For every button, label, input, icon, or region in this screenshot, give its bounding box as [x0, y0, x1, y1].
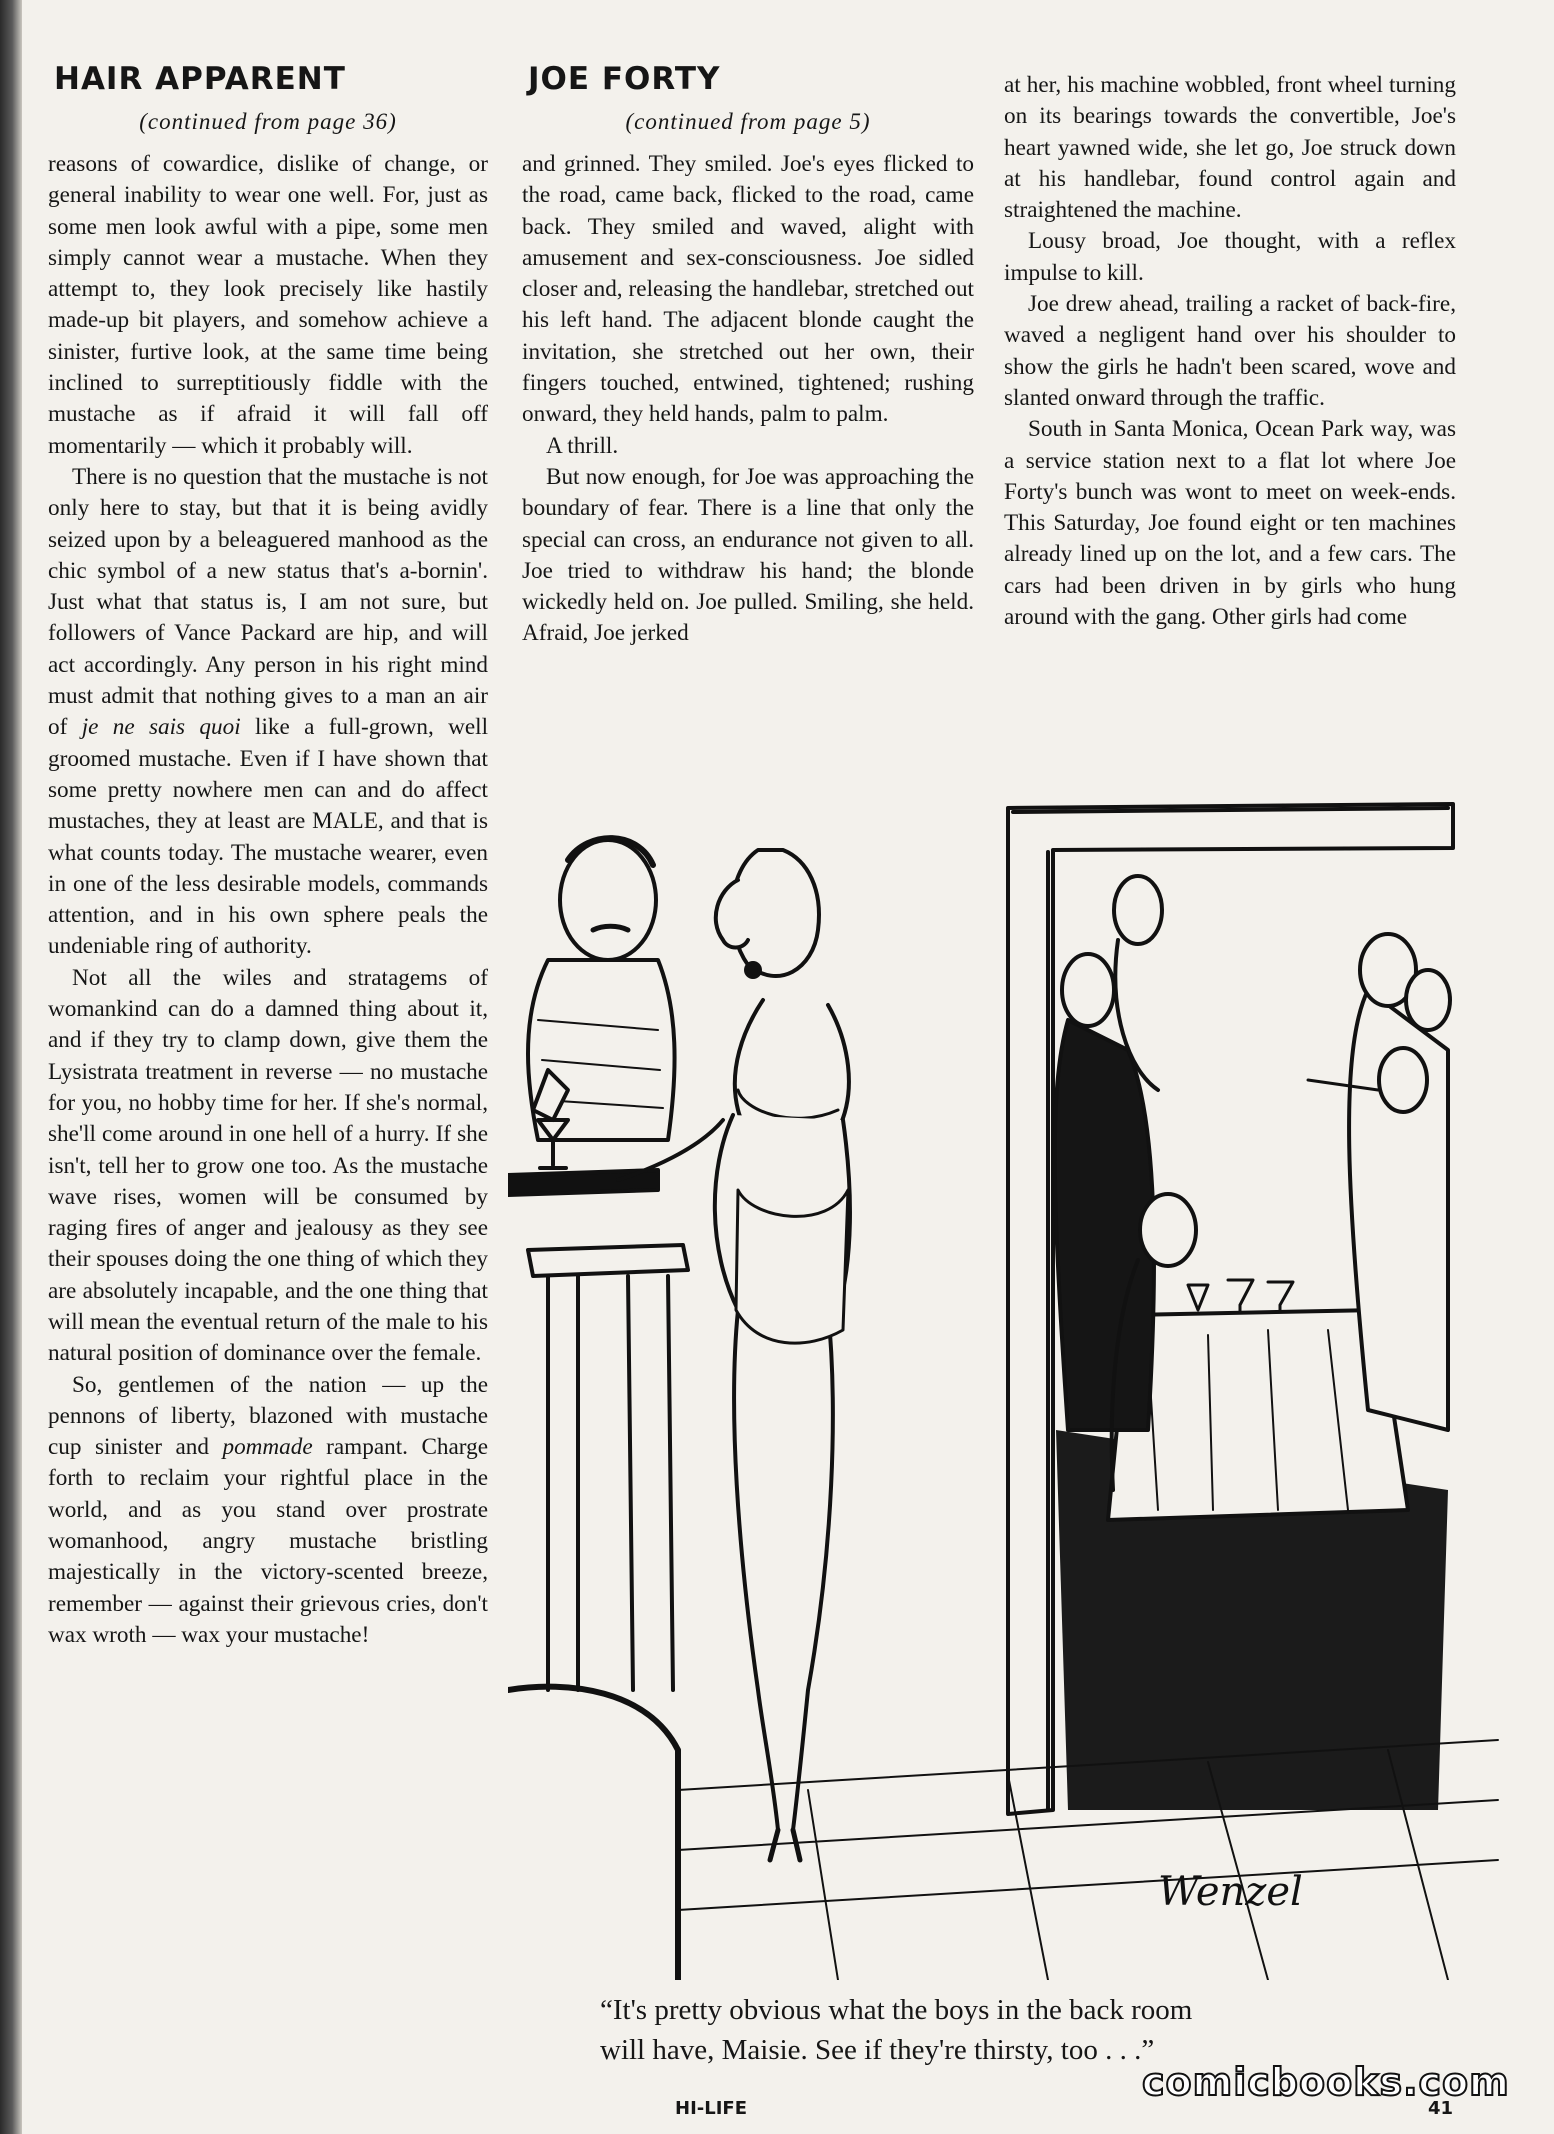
article-paragraph: reasons of cowardice, dislike of change, or general inability to wear one well. For, just as some men look awful with a pipe, some men simply cannot wear a mustache. When they attempt to, they look precisely like hastily made-up bit players, and somehow achieve a sinister, furtive look, at the same time being inclined to surreptitiously fiddle with the mustache as if afraid it will fall off momentarily — which it probably will. [48, 151, 488, 459]
article-paragraph: Joe drew ahead, trailing a racket of back-fire, waved a negligent hand over his shoulder to show the girls he hadn't been scared, wove and slanted onward through the traffic. [1004, 291, 1456, 411]
bartender-figure [528, 838, 675, 1168]
column-hair-apparent [48, 61, 489, 1651]
continued-note: (continued from page 36) [139, 109, 397, 134]
article-paragraph: and grinned. They smiled. Joe's eyes flicked to the road, came back, flicked to the road, came back. They smiled and waved, alight with amusement and sex-consciousness. Joe sidled closer and, releasing the handlebar, stretched out his left hand. The adjacent blonde caught the invitation, she stretched out her own, their fingers touched, entwined, tightened; rushing onward, they held hands, palm to palm. [522, 151, 974, 428]
headline-hair-apparent: HAIR APPARENT [54, 61, 346, 97]
back-room-scene [1055, 852, 1450, 1812]
bar-counter [508, 1170, 688, 1980]
caption-line: will have, Maisie. See if they're thirsty, too . . .” [600, 2034, 1155, 2066]
cartoon-illustration [508, 790, 1508, 1980]
caption-line: “It's pretty obvious what the boys in the back room [600, 1994, 1193, 2026]
article-paragraph: at her, his machine wobbled, front wheel turning on its bearings towards the convertible, Joe's heart yawned wide, she let go, Joe struck down at his handlebar, found control again and straightened the machine. [1004, 72, 1456, 224]
article-paragraph: So, gentlemen of the nation — up the pennons of liberty, blazoned with mustache cup sinister and pommade rampant. Charge forth to reclaim your rightful place in the world, and as you stand over prostrate womanhood, angry mustache bristling majestically in the victory-scented breeze, remember — against their grievous cries, don't wax wroth — wax your mustache! [48, 1371, 488, 1648]
page-binding-shadow [0, 0, 22, 2134]
article-paragraph: There is no question that the mustache is not only here to stay, but that it is being avidly seized upon by a beleaguered manhood as the chic symbol of a new status that's a-bornin'. Just what that status is, I am not sure, but followers of Vance Packard are hip, and will act accordingly. Any person in his right mind must admit that nothing gives to a man an air of je ne sais quoi like a full-grown, well groomed mustache. Even if I have shown that some pretty nowhere men can and do affect mustaches, they at least are MALE, and that is what counts today. The mustache wearer, even in one of the less desirable models, commands attention, and in his own sphere peals the undeniable ring of authority. [48, 463, 489, 960]
article-paragraph: South in Santa Monica, Ocean Park way, was a service station next to a flat lot where Joe Forty's bunch was wont to meet on week-ends. This Saturday, Joe found eight or ten machines already lined up on the lot, and a few cars. The cars had been driven in by girls who hung around with the gang. Other girls had come [1004, 416, 1456, 631]
page-number: 41 [1428, 2098, 1454, 2119]
italic-phrase: je ne sais quoi [81, 714, 241, 741]
article-paragraph: But now enough, for Joe was approaching the boundary of fear. There is a line that only the special can cross, an endurance not given to all. Joe tried to withdraw his hand; the blonde wickedly held on. Joe pulled. Smiling, she held. Afraid, Joe jerked [522, 463, 974, 647]
cartoon-caption [600, 1990, 1360, 2070]
article-paragraph: Lousy broad, Joe thought, with a reflex impulse to kill. [1004, 228, 1456, 286]
magazine-name: HI-LIFE [675, 2098, 747, 2119]
site-watermark: comicbooks.com [1142, 2060, 1510, 2104]
artist-signature: Wenzel [1158, 1869, 1303, 1915]
continued-note: (continued from page 5) [625, 109, 871, 134]
column-joe-forty [522, 61, 974, 650]
article-paragraph: Not all the wiles and stratagems of womankind can do a damned thing about it, and if they try to clamp down, give them the Lysistrata treatment in reverse — no mustache for you, no hobby time for her. If she's normal, she'll come around in one hell of a hurry. If she isn't, tell her to grow one too. As the mustache wave rises, women will be consumed by raging fires of anger and jealousy as they see their spouses doing the one thing of which they are absolutely incapable, and the one thing that will mean the eventual return of the male to his natural position of dominance over the female. [48, 964, 488, 1367]
italic-phrase: pommade [222, 1434, 313, 1461]
headline-joe-forty: JOE FORTY [528, 61, 721, 97]
column-joe-forty-continued [1004, 70, 1456, 633]
article-paragraph: A thrill. [546, 432, 619, 459]
